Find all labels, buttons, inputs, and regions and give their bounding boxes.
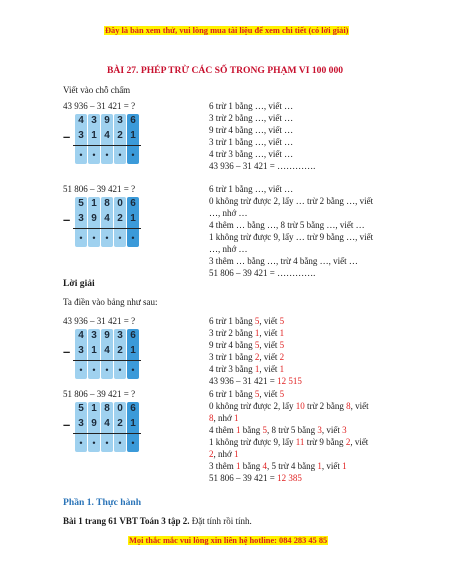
minuend-digit: 9 [104,115,110,126]
solution-heading: Lời giải [63,278,95,289]
minus-sign: – [63,212,71,227]
solution-line [209,412,369,424]
step-text: 1 không trừ được 9, lấy [209,437,296,447]
answer-value: 1 [279,328,285,338]
exercise-text: Đặt tính rồi tính. [189,516,252,526]
step-text: 4 thêm [209,425,236,435]
subtrahend-digit: 1 [130,418,136,429]
subtrahend-digit: 4 [104,345,110,356]
step-line: 4 trừ 3 bằng …, viết … [209,149,294,159]
minuend-digit: 8 [104,198,110,209]
step-text: 3 trừ 2 bằng [209,328,255,338]
solution-line [209,472,369,484]
step-text: , viết [350,401,369,411]
solution-line [209,363,302,375]
result-placeholder-dot: • [118,233,122,243]
result-placeholder-dot: • [105,233,109,243]
step-line: 0 không trừ được 2, lấy … trừ 2 bằng …, viết [209,196,374,206]
step-text: 9 trừ 4 bằng [209,340,255,350]
minuend-digit: 3 [91,330,97,341]
answer-value: 1 [279,364,285,374]
exercise-label: Bài 1 trang 61 VBT Toán 3 tập 2. [63,516,190,526]
solution-line [209,315,302,327]
answer-value: 3 [342,425,347,435]
minuend-digit: 4 [78,330,84,341]
step-text: 43 936 – 31 421 = [209,376,278,386]
answer-value: 1 [234,413,239,423]
solution2-column-diagram [63,400,153,456]
step-text: , viết [321,425,343,435]
answer-value: 10 [295,401,305,411]
exercise2-column-diagram [63,195,153,251]
step-line: 3 trừ 1 bằng …, viết … [209,137,294,147]
step-text: 51 806 – 39 421 = [209,473,278,483]
subtrahend-digit: 3 [78,345,84,356]
step-text: , viết [259,340,280,350]
subtrahend-digit: 1 [130,130,136,141]
result-placeholder-dot: • [105,438,109,448]
exercise1-expression: 43 936 – 31 421 = ? [63,101,136,111]
section-heading: Phần 1. Thực hành [63,497,142,508]
hotline-banner: Mọi thắc mắc vui lòng xin liên hệ hotline: 084 283 45 85 [129,536,328,545]
subtrahend-digit: 9 [91,213,97,224]
minuend-digit: 0 [117,403,123,414]
answer-value: 8 [209,413,214,423]
result-placeholder-dot: • [118,438,122,448]
subtrahend-digit: 1 [130,213,136,224]
subtrahend-digit: 4 [104,418,110,429]
minuend-digit: 9 [104,330,110,341]
result-placeholder-dot: • [92,233,96,243]
minuend-digit: 3 [117,330,123,341]
solution-line [209,448,369,460]
step-text: , 5 trừ 4 bằng [267,461,318,471]
minuend-digit: 8 [104,403,110,414]
subtrahend-digit: 2 [117,130,123,141]
minuend-digit: 5 [78,403,84,414]
exercise1-column-diagram [63,112,153,168]
answer-value: 12 385 [277,473,302,483]
minus-sign: – [63,417,71,432]
result-placeholder-dot: • [92,365,96,375]
answer-value: 1 [254,328,260,338]
step-line: 3 trừ 2 bằng …, viết … [209,113,294,123]
step-line: …, nhớ … [209,208,248,218]
step-text: 4 trừ 3 bằng [209,364,255,374]
subtrahend-digit: 2 [117,213,123,224]
solution1-column-diagram [63,327,153,383]
result-placeholder-dot: • [79,150,83,160]
solution-line [209,460,369,472]
step-text: 0 không trừ được 2, lấy [209,401,296,411]
answer-value: 5 [254,316,260,326]
answer-value: 2 [209,449,214,459]
step-line: 9 trừ 4 bằng …, viết … [209,125,294,135]
subtrahend-digit: 2 [117,345,123,356]
step-text: , nhớ [213,449,235,459]
step-text: , viết [259,389,280,399]
solution2-expression: 51 806 – 39 421 = ? [63,389,136,399]
subtrahend-digit: 3 [78,130,84,141]
page-title: BÀI 27. PHÉP TRỪ CÁC SỐ TRONG PHẠM VI 100 000 [107,65,344,76]
minuend-digit: 6 [130,115,136,126]
subtrahend-digit: 3 [78,213,84,224]
step-text: , viết [350,437,369,447]
step-text: bằng [240,425,263,435]
minuend-digit: 1 [91,403,97,414]
step-text: , viết [259,364,280,374]
exercise-heading [63,515,252,527]
minuend-digit: 3 [91,115,97,126]
step-text: , viết [259,316,280,326]
minuend-digit: 6 [130,403,136,414]
step-line: 51 806 – 39 421 = …………. [209,268,316,278]
answer-value: 2 [279,352,285,362]
step-line: …, nhớ … [209,244,248,254]
result-line [73,433,141,434]
answer-value: 1 [317,461,322,471]
preview-banner: Đây là bản xem thử, vui lòng mua tài liệu để xem chi tiết (có lời giải) [105,26,349,35]
result-line [73,360,141,361]
step-text: 6 trừ 1 bằng [209,316,255,326]
solution-line [209,375,302,387]
answer-value: 5 [279,316,285,326]
solution2-steps [209,388,369,484]
result-placeholder-dot: • [92,438,96,448]
result-placeholder-dot: • [131,150,135,160]
exercise2-steps [209,183,373,279]
solution-line [209,388,369,400]
answer-value: 5 [254,340,260,350]
step-text: , 8 trừ 5 bằng [267,425,318,435]
minuend-digit: 4 [78,115,84,126]
minuend-digit: 6 [130,198,136,209]
step-line: 43 936 – 31 421 = …………. [209,161,316,171]
step-text: 6 trừ 1 bằng [209,389,255,399]
answer-value: 1 [236,425,241,435]
solution-line [209,339,302,351]
step-text: 3 trừ 1 bằng [209,352,255,362]
step-line: 6 trừ 1 bằng …, viết … [209,184,294,194]
minuend-digit: 0 [117,198,123,209]
step-text: , viết [259,328,280,338]
answer-value: 11 [295,437,305,447]
subtrahend-digit: 9 [91,418,97,429]
answer-value: 12 515 [277,376,302,386]
step-line: 3 thêm … bằng …, trừ 4 bằng …, viết … [209,256,358,266]
minus-sign: – [63,344,71,359]
minuend-digit: 1 [91,198,97,209]
answer-value: 1 [342,461,347,471]
minuend-digit: 5 [78,198,84,209]
result-placeholder-dot: • [92,150,96,160]
answer-value: 1 [236,461,241,471]
answer-value: 4 [262,461,267,471]
solution-line [209,400,369,412]
result-placeholder-dot: • [105,365,109,375]
answer-value: 1 [254,364,260,374]
answer-value: 1 [234,449,239,459]
answer-value: 5 [262,425,267,435]
step-line: 4 thêm … bằng …, 8 trừ 5 bằng …, viết … [209,220,365,230]
step-text: 3 thêm [209,461,236,471]
answer-value: 3 [317,425,322,435]
minuend-digit: 6 [130,330,136,341]
subtrahend-digit: 4 [104,213,110,224]
result-placeholder-dot: • [131,365,135,375]
result-placeholder-dot: • [79,365,83,375]
solution-line [209,327,302,339]
result-line [73,145,141,146]
exercise2-expression: 51 806 – 39 421 = ? [63,184,136,194]
step-line: 6 trừ 1 bằng …, viết … [209,101,294,111]
solution-line [209,436,369,448]
result-placeholder-dot: • [118,150,122,160]
solution1-steps [209,315,302,387]
step-text: , viết [321,461,343,471]
result-placeholder-dot: • [131,438,135,448]
exercise1-steps [209,100,315,172]
answer-value: 5 [279,340,285,350]
subtrahend-digit: 3 [78,418,84,429]
result-placeholder-dot: • [79,233,83,243]
step-text: trừ 2 bằng [304,401,347,411]
answer-value: 5 [279,389,285,399]
answer-value: 2 [254,352,260,362]
step-text: , viết [259,352,280,362]
minuend-digit: 3 [117,115,123,126]
subtrahend-digit: 4 [104,130,110,141]
answer-value: 8 [346,401,351,411]
solution-line [209,351,302,363]
step-text: , nhớ [213,413,235,423]
subtrahend-digit: 1 [91,345,97,356]
result-placeholder-dot: • [105,150,109,160]
solution-intro: Ta điền vào bảng như sau: [63,297,158,307]
answer-value: 5 [254,389,260,399]
step-line: 1 không trừ được 9, lấy … trừ 9 bằng …, viết [209,232,374,242]
answer-value: 2 [345,437,351,447]
result-placeholder-dot: • [118,365,122,375]
solution1-expression: 43 936 – 31 421 = ? [63,316,136,326]
step-text: trừ 9 bằng [304,437,346,447]
result-placeholder-dot: • [79,438,83,448]
result-placeholder-dot: • [131,233,135,243]
result-line [73,228,141,229]
minus-sign: – [63,129,71,144]
subtrahend-digit: 1 [91,130,97,141]
subtrahend-digit: 2 [117,418,123,429]
solution-line [209,424,369,436]
subtrahend-digit: 1 [130,345,136,356]
step-text: bằng [240,461,263,471]
instruction-text: Viết vào chỗ chấm [63,85,131,95]
